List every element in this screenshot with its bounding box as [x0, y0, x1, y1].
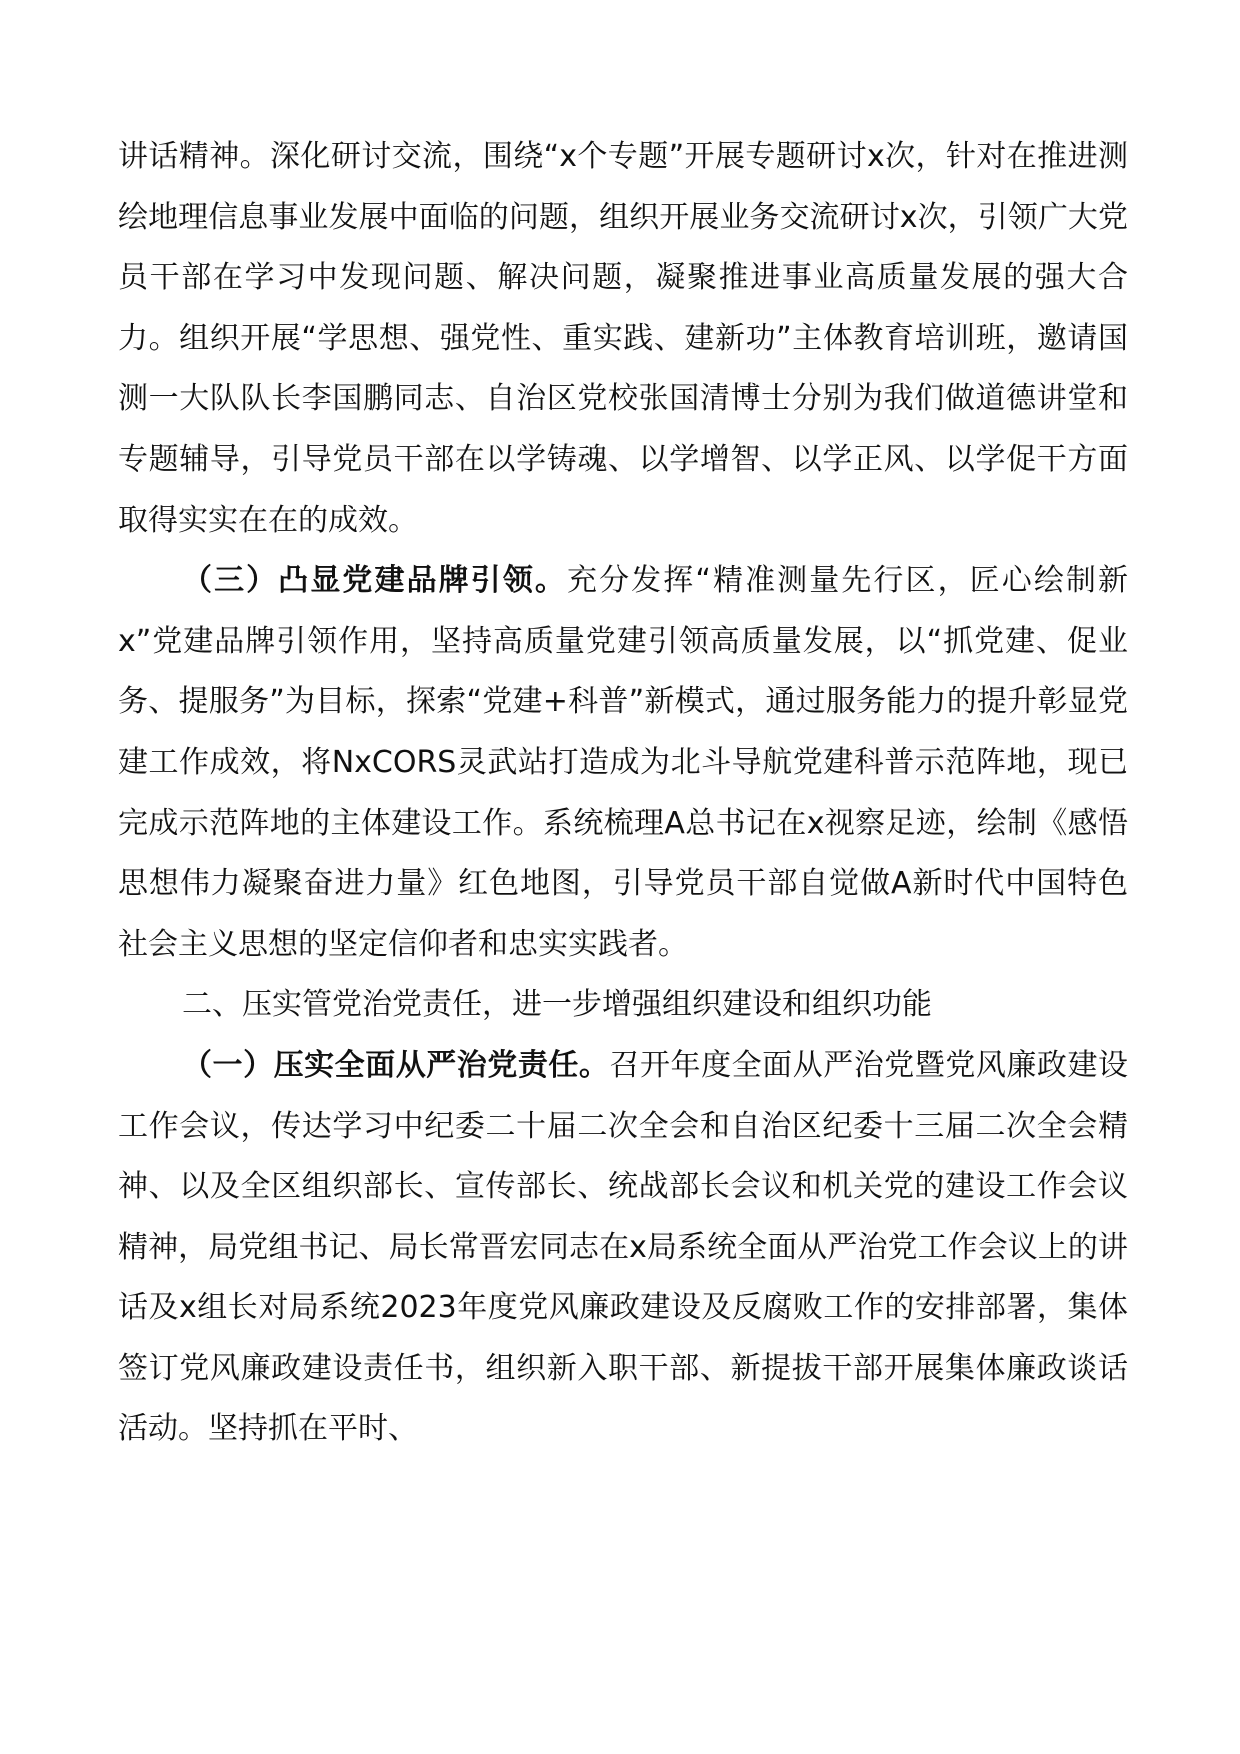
paragraph-strict-governance [118, 1036, 1128, 1460]
section-title-responsibility [118, 975, 1128, 1036]
paragraph-text: 讲话精神。深化研讨交流，围绕“x个专题”开展专题研讨x次，针对在推进测绘地理信息事业发展中面临的问题，组织开展业务交流研讨x次，引领广大党员干部在学习中发现问题、解决问题，凝聚推进事业高质量发展的强大合力。组织开展“学思想、强党性、重实践、建新功”主体教育培训班，邀请国测一大队队长李国鹏同志、自治区党校张国清博士分别为我们做道德讲堂和专题辅导，引导党员干部在以学铸魂、以学增智、以学正风、以学促干方面取得实实在在的成效。 [118, 139, 1128, 538]
paragraph-text: 召开年度全面从严治党暨党风廉政建设工作会议，传达学习中纪委二十届二次全会和自治区纪委十三届二次全会精神、以及全区组织部长、宣传部长、统战部长会议和机关党的建设工作会议精神，局党组书记、局长常晋宏同志在x局系统全面从严治党工作会议上的讲话及x组长对局系统2023年度党风廉政建设及反腐败工作的安排部署，集体签订党风廉政建设责任书，组织新入职干部、新提拔干部开展集体廉政谈话活动。坚持抓在平时、 [118, 1047, 1129, 1447]
section-heading-strict-governance: （一）压实全面从严治党责任。 [182, 1047, 610, 1083]
section-heading-party-brand: （三）凸显党建品牌引领。 [182, 563, 568, 599]
paragraph-study-continuation [118, 127, 1128, 551]
document-body [118, 127, 1128, 1460]
section-title-text: 二、压实管党治党责任，进一步增强组织建设和组织功能 [182, 987, 932, 1023]
paragraph-party-brand [118, 551, 1128, 975]
paragraph-text: 充分发挥“精准测量先行区，匠心绘制新x”党建品牌引领作用，坚持高质量党建引领高质量发展，以“抓党建、促业务、提服务”为目标，探索“党建+科普”新模式，通过服务能力的提升彰显党建工作成效，将NxCORS灵武站打造成为北斗导航党建科普示范阵地，现已完成示范阵地的主体建设工作。系统梳理A总书记在x视察足迹，绘制《感悟思想伟力凝聚奋进力量》红色地图，引导党员干部自觉做A新时代中国特色社会主义思想的坚定信仰者和忠实实践者。 [118, 563, 1128, 962]
